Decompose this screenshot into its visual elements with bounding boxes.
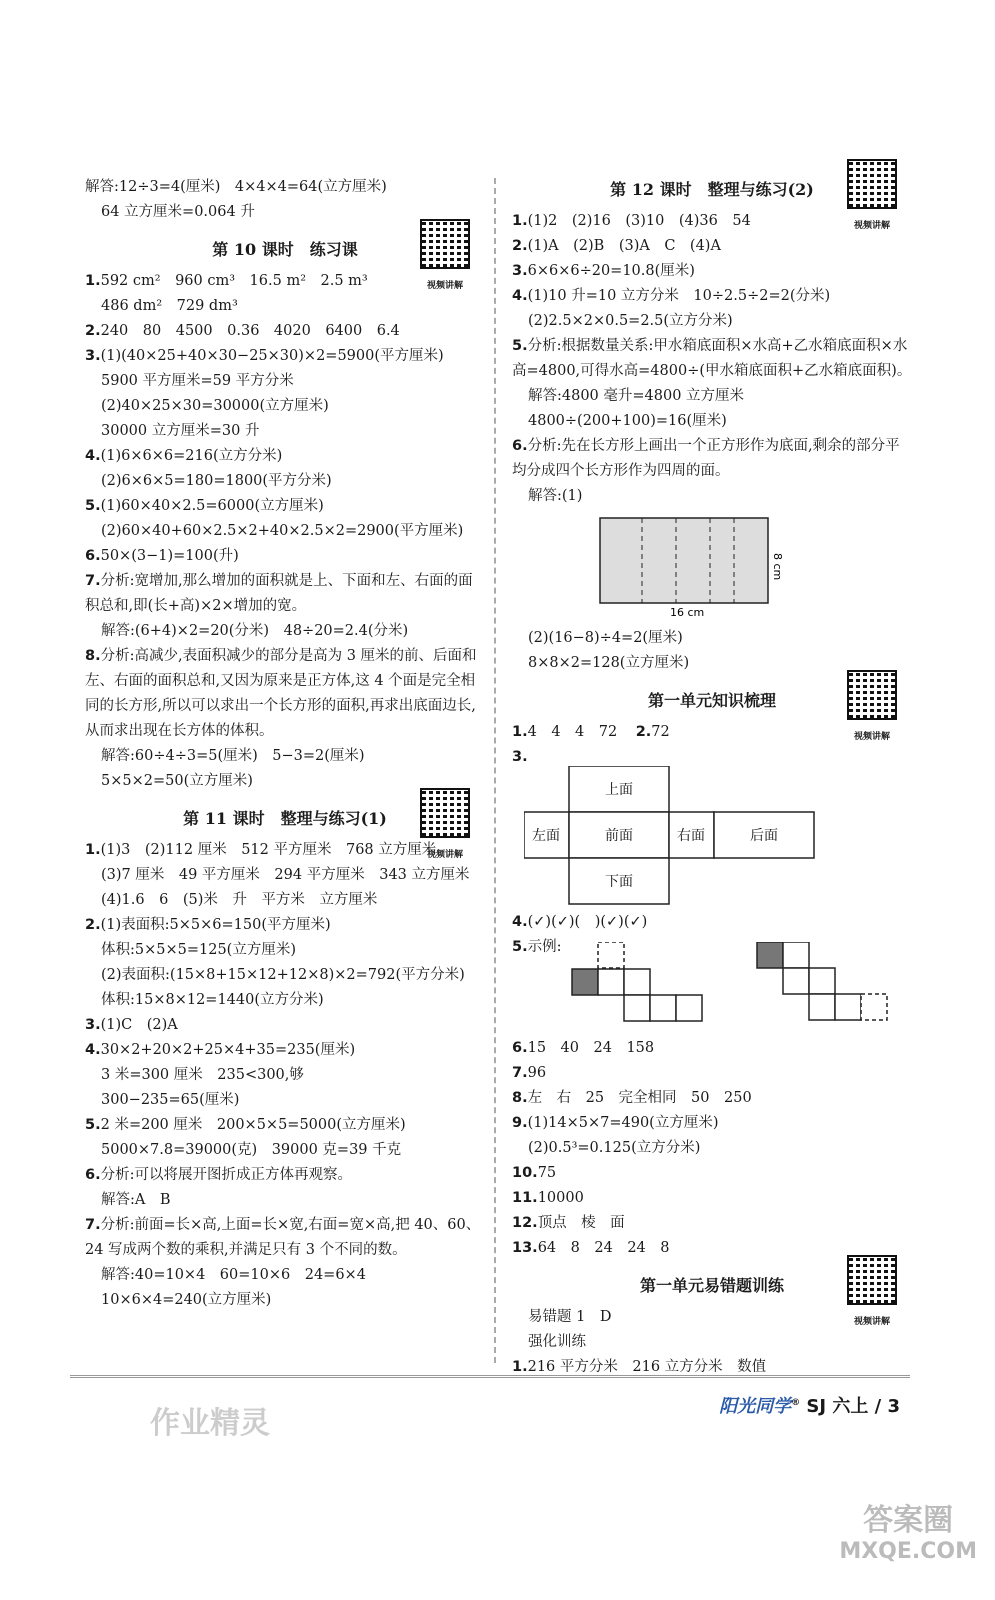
rectangle-shape bbox=[600, 518, 768, 603]
question-number: 6. bbox=[85, 548, 101, 564]
column-divider bbox=[494, 178, 496, 1363]
qr-code-icon bbox=[847, 159, 897, 209]
answer-line: (2)(16−8)÷4=2(厘米) bbox=[528, 630, 683, 646]
question-number: 11. bbox=[512, 1190, 538, 1206]
answer-text: (1)6×6×6=216(立方分米) bbox=[100, 448, 283, 464]
answer-text: (2)40×25×30=30000(立方厘米) bbox=[101, 398, 329, 414]
answer-text: 分析:先在长方形上画出一个正方形作为底面,剩余的部分平均分成四个长方形作为四周的面。 bbox=[512, 438, 900, 479]
question-number: 5. bbox=[85, 498, 101, 514]
answer-text: (1)C (2)A bbox=[100, 1017, 178, 1033]
answer-text: (1)3 (2)112 厘米 512 平方厘米 768 立方厘米 bbox=[100, 842, 437, 858]
answer-text: 强化训练 bbox=[528, 1334, 586, 1350]
answer-line: 64 立方厘米=0.064 升 bbox=[101, 204, 255, 220]
answer-line bbox=[85, 544, 485, 569]
qr-code-icon bbox=[420, 788, 470, 838]
answer-text: 5×5×2=50(立方厘米) bbox=[101, 773, 253, 789]
section-title: 第 11 课时 整理与练习(1) bbox=[183, 809, 387, 828]
answer-text: 解答:60÷4÷3=5(厘米) 5−3=2(厘米) bbox=[101, 748, 365, 764]
answer-line bbox=[512, 409, 912, 434]
answer-line bbox=[85, 369, 485, 394]
answer-text: 486 dm² 729 dm³ bbox=[101, 298, 238, 314]
corner-logo: 答案圈 MXQE.COM bbox=[839, 1503, 977, 1564]
answer-text: (1)60×40×2.5=6000(立方厘米) bbox=[100, 498, 324, 514]
qr-label: 视频讲解 bbox=[853, 1317, 890, 1327]
question-number: 12. bbox=[512, 1215, 538, 1231]
answer-text: 30×2+20×2+25×4+35=235(厘米) bbox=[100, 1042, 356, 1058]
edition-label: SJ 六上 bbox=[806, 1396, 869, 1417]
answer-text: 分析:前面=长×高,上面=长×宽,右面=宽×高,把 40、60、24 写成两个数的乘积,并满足只有 3 个不同的数。 bbox=[85, 1217, 481, 1258]
qr-label: 视频讲解 bbox=[853, 732, 890, 742]
lesson-12-answers bbox=[512, 209, 912, 509]
answer-line bbox=[85, 519, 485, 544]
answer-text: 解答:(1) bbox=[528, 488, 583, 504]
answer-text: 6×6×6÷20=10.8(厘米) bbox=[527, 263, 695, 279]
answer-line bbox=[512, 259, 912, 284]
answer-line bbox=[512, 1086, 912, 1111]
net-label-front: 前面 bbox=[605, 828, 633, 844]
question-number: 10. bbox=[512, 1165, 538, 1181]
answer-line bbox=[85, 344, 485, 369]
left-column bbox=[85, 175, 485, 1313]
cube-net-diagram bbox=[524, 766, 844, 906]
question-number: 4. bbox=[85, 1042, 101, 1058]
answer-line bbox=[85, 494, 485, 519]
answer-text: (2)60×40+60×2.5×2+40×2.5×2=2900(平方厘米) bbox=[101, 523, 464, 539]
answer-line bbox=[512, 434, 912, 484]
net-label-right: 右面 bbox=[677, 828, 705, 844]
answer-text: 解答:4800 毫升=4800 立方厘米 bbox=[528, 388, 745, 404]
answer-line bbox=[85, 1263, 485, 1288]
answer-text: 10000 bbox=[537, 1190, 584, 1206]
page-footer: 阳光同学® SJ 六上 / 3 bbox=[719, 1396, 900, 1417]
answer-text: 96 bbox=[527, 1065, 547, 1081]
question-number: 2. bbox=[512, 238, 528, 254]
question-number: 7. bbox=[512, 1065, 528, 1081]
answer-line: 解答:12÷3=4(厘米) 4×4×4=64(立方厘米) bbox=[85, 179, 387, 195]
answer-line bbox=[512, 484, 912, 509]
question-number: 2. bbox=[85, 323, 101, 339]
question-number: 8. bbox=[512, 1090, 528, 1106]
answer-text: 解答:40=10×4 60=10×6 24=6×4 bbox=[101, 1267, 366, 1283]
net-label-left: 左面 bbox=[532, 828, 560, 844]
question-number: 13. bbox=[512, 1240, 538, 1256]
answer-text: 240 80 4500 0.36 4020 6400 6.4 bbox=[100, 323, 400, 339]
answer-text: 15 40 24 158 bbox=[527, 1040, 655, 1056]
unit-summary-answers bbox=[512, 1036, 912, 1261]
answer-line bbox=[512, 1186, 912, 1211]
answer-line bbox=[512, 1111, 912, 1136]
answer-line bbox=[85, 938, 485, 963]
question-number: 5. bbox=[512, 338, 528, 354]
qr-label: 视频讲解 bbox=[426, 850, 463, 860]
answer-text: 解答:(6+4)×2=20(分米) 48÷20=2.4(分米) bbox=[101, 623, 409, 639]
answer-text: 64 8 24 24 8 bbox=[537, 1240, 670, 1256]
answer-text: 2 米=200 厘米 200×5×5=5000(立方厘米) bbox=[100, 1117, 406, 1133]
answer-text: (1)14×5×7=490(立方厘米) bbox=[527, 1115, 719, 1131]
question-number: 7. bbox=[85, 1217, 101, 1233]
qr-code-video[interactable] bbox=[842, 1255, 902, 1337]
answer-text: 592 cm² 960 cm³ 16.5 m² 2.5 m³ bbox=[100, 273, 368, 289]
answer-line bbox=[85, 744, 485, 769]
question-number: 5. bbox=[85, 1117, 101, 1133]
answer-line bbox=[512, 1161, 912, 1186]
qr-code-video[interactable] bbox=[415, 219, 475, 301]
answer-line bbox=[85, 1038, 485, 1063]
answer-line bbox=[85, 1163, 485, 1188]
shaded-square bbox=[757, 942, 783, 968]
answer-text: (1)10 升=10 立方分米 10÷2.5÷2=2(分米) bbox=[527, 288, 831, 304]
net-label-top: 上面 bbox=[605, 782, 633, 798]
net-label-bottom: 下面 bbox=[605, 874, 633, 890]
answer-line bbox=[512, 309, 912, 334]
answer-line bbox=[512, 1136, 912, 1161]
question-number: 3. bbox=[85, 1017, 101, 1033]
answer-line bbox=[85, 1138, 485, 1163]
answer-text: (1)A (2)B (3)A C (4)A bbox=[527, 238, 721, 254]
page-number: / 3 bbox=[874, 1396, 900, 1417]
answer-line bbox=[85, 1063, 485, 1088]
answer-line: 5.示例: bbox=[512, 939, 562, 955]
qr-code-icon bbox=[847, 1255, 897, 1305]
answer-line: 1.4 4 4 72 2.72 bbox=[512, 724, 670, 740]
question-number: 4. bbox=[512, 288, 528, 304]
question-number: 6. bbox=[85, 1167, 101, 1183]
answer-line bbox=[512, 1061, 912, 1086]
qr-code-video[interactable] bbox=[415, 788, 475, 870]
answer-text: 体积:5×5×5=125(立方厘米) bbox=[101, 942, 296, 958]
answer-text: 易错题 1 D bbox=[528, 1309, 612, 1325]
answer-line bbox=[85, 1013, 485, 1038]
answer-text: 体积:15×8×12=1440(立方分米) bbox=[101, 992, 324, 1008]
shaded-square bbox=[572, 969, 598, 995]
height-label: 8 cm bbox=[771, 553, 784, 581]
section-title: 第 12 课时 整理与练习(2) bbox=[610, 180, 814, 199]
question-number: 4. bbox=[85, 448, 101, 464]
answer-line: 3. bbox=[512, 749, 528, 765]
qr-code-video[interactable] bbox=[842, 670, 902, 752]
answer-line bbox=[85, 319, 485, 344]
lesson-11-answers bbox=[85, 838, 485, 1313]
answer-text: (1)2 (2)16 (3)10 (4)36 54 bbox=[527, 213, 751, 229]
answer-text: 分析:根据数量关系:甲水箱底面积×水高+乙水箱底面积×水高=4800,可得水高=4800÷(甲水箱底面积+乙水箱底面积)。 bbox=[512, 338, 912, 379]
answer-line bbox=[85, 444, 485, 469]
watermark: 作业精灵 bbox=[150, 1406, 270, 1441]
footer-rule bbox=[70, 1375, 910, 1378]
answer-line bbox=[85, 1288, 485, 1313]
answer-text: 3 米=300 厘米 235<300,够 bbox=[101, 1067, 304, 1083]
section-title: 第一单元知识梳理 bbox=[647, 691, 776, 710]
question-number: 1. bbox=[85, 842, 101, 858]
answer-line bbox=[512, 384, 912, 409]
answer-line bbox=[85, 419, 485, 444]
lesson-10-answers bbox=[85, 269, 485, 794]
qr-code-icon bbox=[420, 219, 470, 269]
answer-line bbox=[85, 963, 485, 988]
net-label-back: 后面 bbox=[750, 828, 778, 844]
answer-text: 75 bbox=[537, 1165, 557, 1181]
answer-text: 10×6×4=240(立方厘米) bbox=[101, 1292, 272, 1308]
qr-label: 视频讲解 bbox=[853, 221, 890, 231]
question-number: 8. bbox=[85, 648, 101, 664]
answer-line bbox=[512, 284, 912, 309]
answer-text: 分析:宽增加,那么增加的面积就是上、下面和左、右面的面积总和,即(长+高)×2×增加的宽。 bbox=[85, 573, 473, 614]
question-number: 2. bbox=[85, 917, 101, 933]
answer-line bbox=[512, 1036, 912, 1061]
question-number: 1. bbox=[512, 213, 528, 229]
answer-line: 8×8×2=128(立方厘米) bbox=[528, 655, 690, 671]
question-number: 3. bbox=[85, 348, 101, 364]
answer-line bbox=[512, 1211, 912, 1236]
question-number: 6. bbox=[512, 438, 528, 454]
question-number: 3. bbox=[512, 263, 528, 279]
answer-text: 分析:高减少,表面积减少的部分是高为 3 厘米的前、后面和左、右面的面积总和,又因为原来是正方体,这 4 个面是完全相同的长方形,所以可以求出一个长方形的面积,再求出底面边长,从而求出现在长方体的体积。 bbox=[85, 648, 477, 739]
answer-line bbox=[85, 619, 485, 644]
rectangle-net-figure bbox=[592, 513, 792, 618]
answer-text: (4)1.6 6 (5)米 升 平方米 立方厘米 bbox=[101, 892, 378, 908]
answer-line bbox=[85, 913, 485, 938]
question-number: 1. bbox=[85, 273, 101, 289]
brand-logo: 阳光同学 bbox=[719, 1396, 792, 1417]
answer-text: (2)0.5³=0.125(立方分米) bbox=[528, 1140, 701, 1156]
answer-text: 5000×7.8=39000(克) 39000 克=39 千克 bbox=[101, 1142, 402, 1158]
dashed-square bbox=[598, 942, 624, 968]
answer-line bbox=[85, 1088, 485, 1113]
answer-line bbox=[85, 1213, 485, 1263]
answer-line bbox=[85, 1113, 485, 1138]
section-title: 第 10 课时 练习课 bbox=[212, 240, 358, 259]
qr-code-video[interactable] bbox=[842, 159, 902, 241]
answer-text: 分析:可以将展开图折成正方体再观察。 bbox=[100, 1167, 352, 1183]
answer-text: (2)2.5×2×0.5=2.5(立方分米) bbox=[528, 313, 733, 329]
answer-line bbox=[85, 644, 485, 744]
answer-text: (3)7 厘米 49 平方厘米 294 平方厘米 343 立方厘米 bbox=[101, 867, 470, 883]
right-column bbox=[512, 175, 912, 1380]
answer-text: 5900 平方厘米=59 平方分米 bbox=[101, 373, 294, 389]
answer-line bbox=[512, 334, 912, 384]
question-number: 9. bbox=[512, 1115, 528, 1131]
answer-line bbox=[85, 569, 485, 619]
width-label: 16 cm bbox=[670, 606, 705, 618]
answer-line: 4.(✓)(✓)( )(✓)(✓) bbox=[512, 914, 648, 930]
question-number: 6. bbox=[512, 1040, 528, 1056]
answer-text: 216 平方分米 216 立方分米 数值 bbox=[527, 1359, 767, 1375]
answer-line bbox=[85, 988, 485, 1013]
answer-text: 左 右 25 完全相同 50 250 bbox=[527, 1090, 752, 1106]
answer-line bbox=[85, 1188, 485, 1213]
answer-text: (2)表面积:(15×8+15×12+12×8)×2=792(平方分米) bbox=[101, 967, 465, 983]
dashed-square bbox=[861, 994, 887, 1020]
qr-code-icon bbox=[847, 670, 897, 720]
answer-line bbox=[85, 888, 485, 913]
answer-text: 30000 立方厘米=30 升 bbox=[101, 423, 260, 439]
question-number: 1. bbox=[512, 1359, 528, 1375]
answer-text: 50×(3−1)=100(升) bbox=[100, 548, 239, 564]
answer-text: 解答:A B bbox=[101, 1192, 171, 1208]
answer-text: 300−235=65(厘米) bbox=[101, 1092, 240, 1108]
cube-net-examples bbox=[542, 942, 902, 1032]
answer-line bbox=[85, 469, 485, 494]
section-title: 第一单元易错题训练 bbox=[639, 1276, 784, 1295]
answer-text: 4800÷(200+100)=16(厘米) bbox=[528, 413, 727, 429]
answer-text: (1)表面积:5×5×6=150(平方厘米) bbox=[100, 917, 331, 933]
answer-text: (1)(40×25+40×30−25×30)×2=5900(平方厘米) bbox=[100, 348, 444, 364]
answer-text: (2)6×6×5=180=1800(平方分米) bbox=[101, 473, 332, 489]
answer-line bbox=[85, 394, 485, 419]
qr-label: 视频讲解 bbox=[426, 281, 463, 291]
question-number: 7. bbox=[85, 573, 101, 589]
answer-text: 顶点 棱 面 bbox=[537, 1215, 625, 1231]
